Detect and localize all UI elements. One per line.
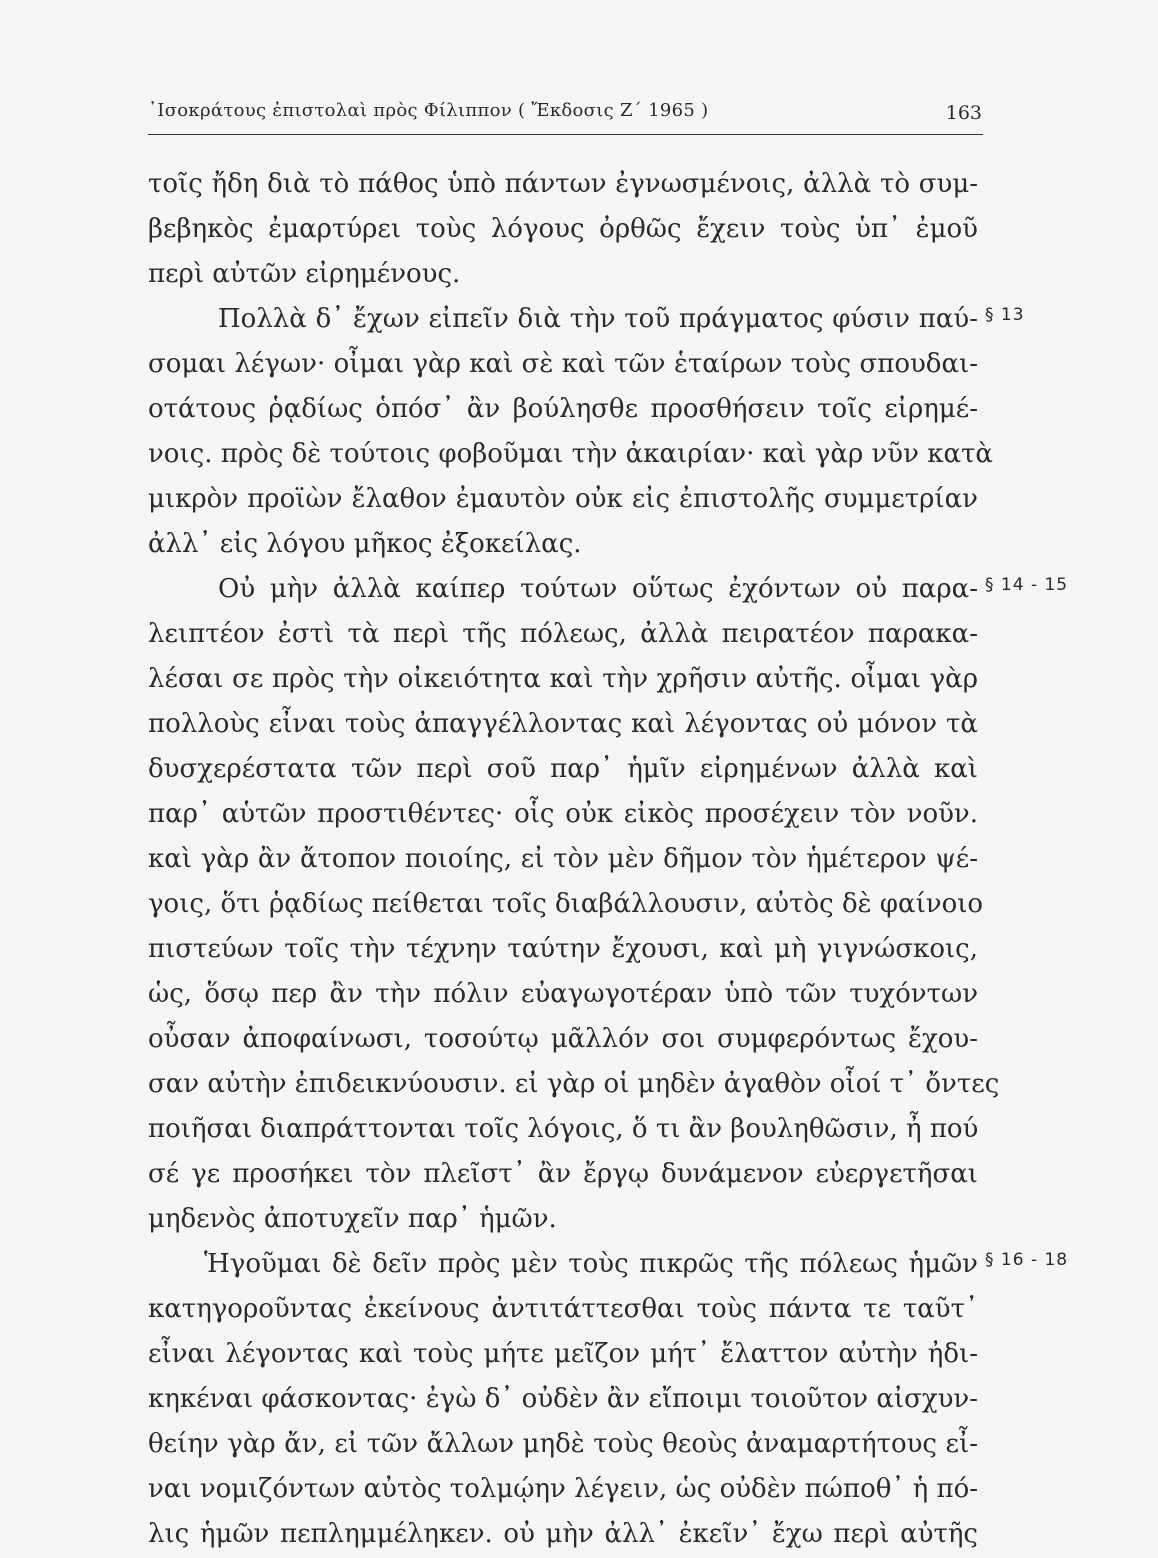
text-line: πολλοὺς εἶναι τοὺς ἀπαγγέλλοντας καὶ λέγοντας οὐ μόνον τὰ	[148, 709, 978, 739]
text-line: οτάτους ῥᾳδίως ὁπόσ᾿ ἂν βούλησθε προσθήσειν τοῖς εἰρημέ-	[148, 394, 978, 424]
margin-section-ref: § 16 - 18	[985, 1250, 1069, 1270]
text-line: τοῖς ἤδη διὰ τὸ πάθος ὑπὸ πάντων ἐγνωσμένοις, ἀλλὰ τὸ συμ-	[148, 169, 978, 199]
text-line: ναι νομιζόντων αὐτὸς τολμῴην λέγειν, ὡς οὐδὲν πώποθ᾿ ἡ πό-	[148, 1474, 979, 1504]
text-line: οὖσαν ἀποφαίνωσι, τοσούτῳ μᾶλλόν σοι συμφερόντως ἔχου-	[148, 1024, 978, 1054]
header-title: ᾿Ισοκράτους ἐπιστολαὶ πρὸς Φίλιππον ( Ἔκδοσις Ζ΄ 1965 )	[148, 100, 709, 121]
paragraph-start-line: Οὐ μὴν ἀλλὰ καίπερ τούτων οὕτως ἐχόντων οὐ παρα-	[218, 574, 978, 604]
text-line: ἀλλ᾿ εἰς λόγου μῆκος ἐξοκείλας.	[148, 529, 582, 559]
text-line: κατηγοροῦντας ἐκείνους ἀντιτάττεσθαι τοὺς πάντα τε ταῦτ᾿	[148, 1294, 978, 1324]
margin-section-ref: § 14 - 15	[985, 575, 1069, 595]
text-line: σομαι λέγων· οἶμαι γὰρ καὶ σὲ καὶ τῶν ἑταίρων τοὺς σπουδαι-	[148, 349, 978, 379]
text-line: μηδενὸς ἀποτυχεῖν παρ᾿ ἡμῶν.	[148, 1204, 557, 1234]
paragraph-start-line: Ἡγοῦμαι δὲ δεῖν πρὸς μὲν τοὺς πικρῶς τῆς πόλεως ἡμῶν	[204, 1249, 978, 1279]
text-line: πιστεύων τοῖς τὴν τέχνην ταύτην ἔχουσι, καὶ μὴ γιγνώσκοις,	[148, 934, 978, 964]
header-rule	[148, 134, 983, 135]
paragraph-start-line: Πολλὰ δ᾿ ἔχων εἰπεῖν διὰ τὴν τοῦ πράγματος φύσιν παύ-	[218, 304, 978, 334]
text-line: νοις. πρὸς δὲ τούτοις φοβοῦμαι τὴν ἀκαιρίαν· καὶ γὰρ νῦν κατὰ	[148, 439, 993, 469]
text-line: λειπτέον ἐστὶ τὰ περὶ τῆς πόλεως, ἀλλὰ πειρατέον παρακα-	[148, 619, 978, 649]
text-line: καὶ γὰρ ἂν ἄτοπον ποιοίης, εἰ τὸν μὲν δῆμον τὸν ἡμέτερον ψέ-	[148, 844, 978, 874]
text-line: σέ γε προσήκει τὸν πλεῖστ᾿ ἂν ἔργῳ δυνάμενον εὐεργετῆσαι	[148, 1159, 978, 1189]
margin-section-ref: § 13	[985, 305, 1025, 325]
text-line: σαν αὐτὴν ἐπιδεικνύουσιν. εἰ γὰρ οἱ μηδὲν ἀγαθὸν οἷοί τ᾿ ὄντες	[148, 1069, 1000, 1099]
text-line: εἶναι λέγοντας καὶ τοὺς μήτε μεῖζον μήτ᾿ ἔλαττον αὐτὴν ἠδι-	[148, 1339, 978, 1369]
text-line: ποιῆσαι διαπράττονται τοῖς λόγοις, ὅ τι ἂν βουληθῶσιν, ἦ πού	[148, 1114, 979, 1144]
text-line: γοις, ὅτι ῥᾳδίως πείθεται τοῖς διαβάλλουσιν, αὐτὸς δὲ φαίνοιο	[148, 889, 984, 919]
text-line: λέσαι σε πρὸς τὴν οἰκειότητα καὶ τὴν χρῆσιν αὐτῆς. οἶμαι γὰρ	[148, 664, 978, 694]
text-line: κηκέναι φάσκοντας· ἐγὼ δ᾿ οὐδὲν ἂν εἴποιμι τοιοῦτον αἰσχυν-	[148, 1384, 978, 1414]
text-line: ὡς, ὅσῳ περ ἂν τὴν πόλιν εὐαγωγοτέραν ὑπὸ τῶν τυχόντων	[148, 979, 978, 1009]
text-line: μικρὸν προϊὼν ἔλαθον ἐμαυτὸν οὐκ εἰς ἐπιστολῆς συμμετρίαν	[148, 484, 978, 514]
text-line: περὶ αὐτῶν εἰρημένους.	[148, 259, 461, 289]
text-line: παρ᾿ αὑτῶν προστιθέντες· οἷς οὐκ εἰκὸς προσέχειν τὸν νοῦν.	[148, 799, 978, 829]
text-line: δυσχερέστατα τῶν περὶ σοῦ παρ᾿ ἡμῖν εἰρημένων ἀλλὰ καὶ	[148, 754, 978, 784]
page-number: 163	[945, 102, 982, 124]
text-line: βεβηκὸς ἐμαρτύρει τοὺς λόγους ὀρθῶς ἔχειν τοὺς ὑπ᾿ ἐμοῦ	[148, 214, 978, 244]
text-line: θείην γὰρ ἄν, εἰ τῶν ἄλλων μηδὲ τοὺς θεοὺς ἀναμαρτήτους εἶ-	[148, 1429, 978, 1459]
text-line: λις ἡμῶν πεπλημμέληκεν. οὐ μὴν ἀλλ᾿ ἐκεῖν᾿ ἔχω περὶ αὐτῆς	[148, 1519, 978, 1549]
running-header	[148, 100, 986, 140]
